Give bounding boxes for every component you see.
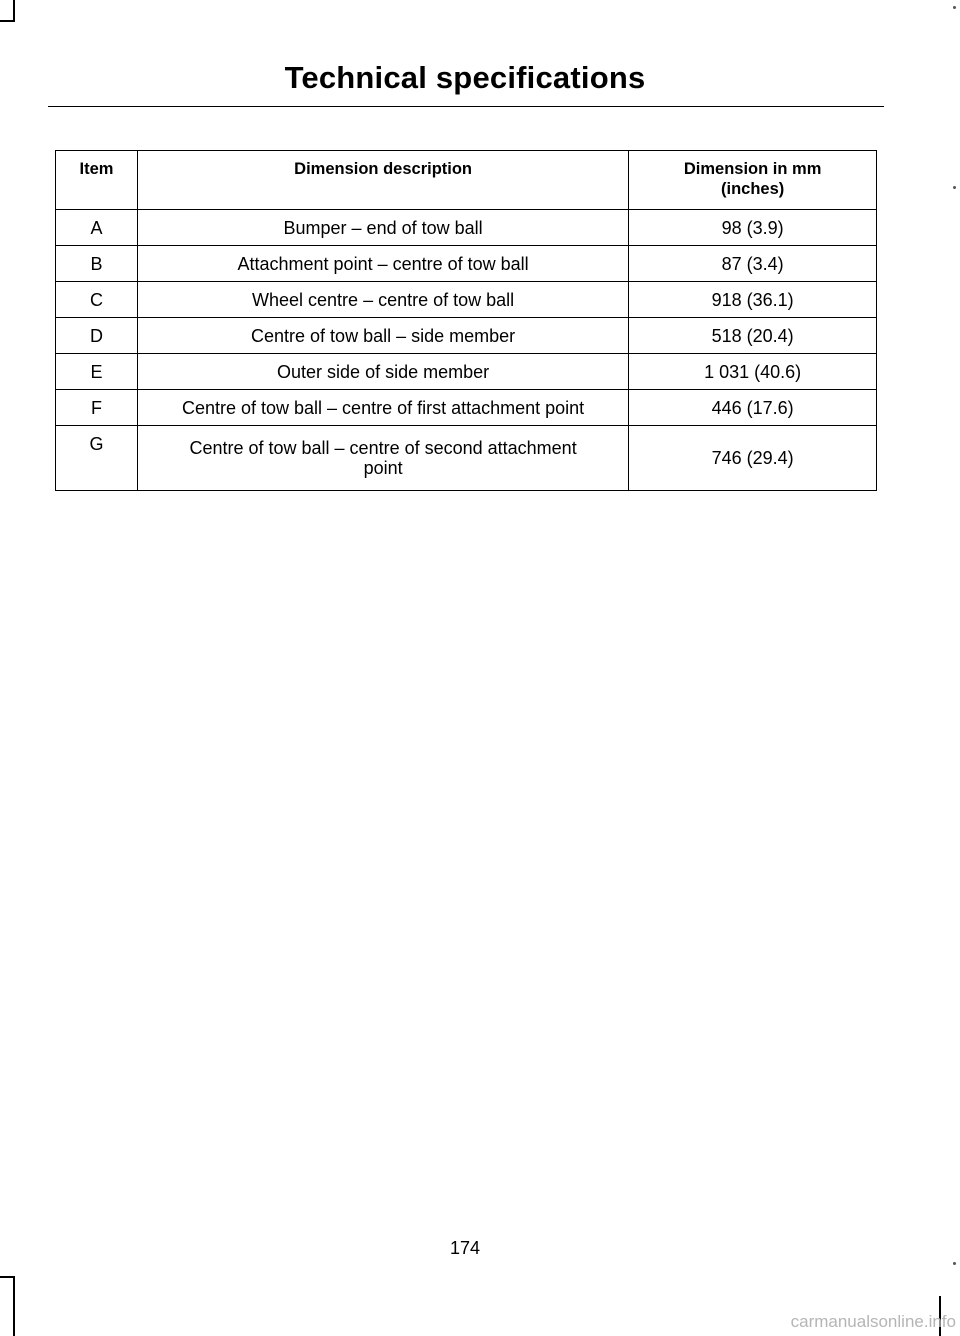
cell-dimension: 1 031 (40.6) — [629, 354, 877, 390]
page-title: Technical specifications — [284, 60, 646, 95]
title-divider — [48, 106, 884, 107]
column-header-description: Dimension description — [137, 151, 628, 210]
registration-dot — [953, 6, 956, 9]
registration-dot — [953, 1262, 956, 1265]
cell-description-line1: Centre of tow ball – centre of second attachment — [189, 438, 577, 458]
cell-item: B — [56, 246, 138, 282]
cell-dimension: 446 (17.6) — [629, 390, 877, 426]
cell-item: E — [56, 354, 138, 390]
table-row — [56, 210, 877, 246]
table-header-row — [56, 151, 877, 210]
cell-dimension: 746 (29.4) — [629, 426, 877, 491]
table-row — [56, 282, 877, 318]
cell-description — [137, 426, 628, 491]
crop-mark-top-left — [13, 0, 15, 22]
crop-mark-bottom-left — [13, 1276, 15, 1336]
cell-description: Attachment point – centre of tow ball — [137, 246, 628, 282]
watermark: carmanualsonline.info — [790, 1312, 956, 1331]
column-header-dimension — [629, 151, 877, 210]
table-row — [56, 390, 877, 426]
cell-dimension: 918 (36.1) — [629, 282, 877, 318]
cell-dimension: 87 (3.4) — [629, 246, 877, 282]
page-number: 174 — [449, 1238, 481, 1258]
cell-description: Bumper – end of tow ball — [137, 210, 628, 246]
table-row — [56, 426, 877, 491]
column-header-dimension-line2: (inches) — [720, 180, 785, 198]
table-row — [56, 318, 877, 354]
registration-dot — [953, 186, 956, 189]
cell-item: G — [56, 426, 138, 491]
cell-description: Outer side of side member — [137, 354, 628, 390]
table-row — [56, 354, 877, 390]
cell-description: Centre of tow ball – side member — [137, 318, 628, 354]
dimensions-table — [55, 150, 877, 491]
crop-mark-top-left — [0, 20, 15, 22]
cell-description: Centre of tow ball – centre of first attachment point — [137, 390, 628, 426]
column-header-dimension-line1: Dimension in mm — [683, 160, 822, 178]
cell-description: Wheel centre – centre of tow ball — [137, 282, 628, 318]
cell-item: F — [56, 390, 138, 426]
cell-item: C — [56, 282, 138, 318]
crop-mark-bottom-left — [0, 1276, 15, 1278]
cell-item: A — [56, 210, 138, 246]
table-row — [56, 246, 877, 282]
cell-dimension: 98 (3.9) — [629, 210, 877, 246]
cell-description-line2: point — [363, 458, 403, 478]
cell-item: D — [56, 318, 138, 354]
column-header-item: Item — [56, 151, 138, 210]
cell-dimension: 518 (20.4) — [629, 318, 877, 354]
